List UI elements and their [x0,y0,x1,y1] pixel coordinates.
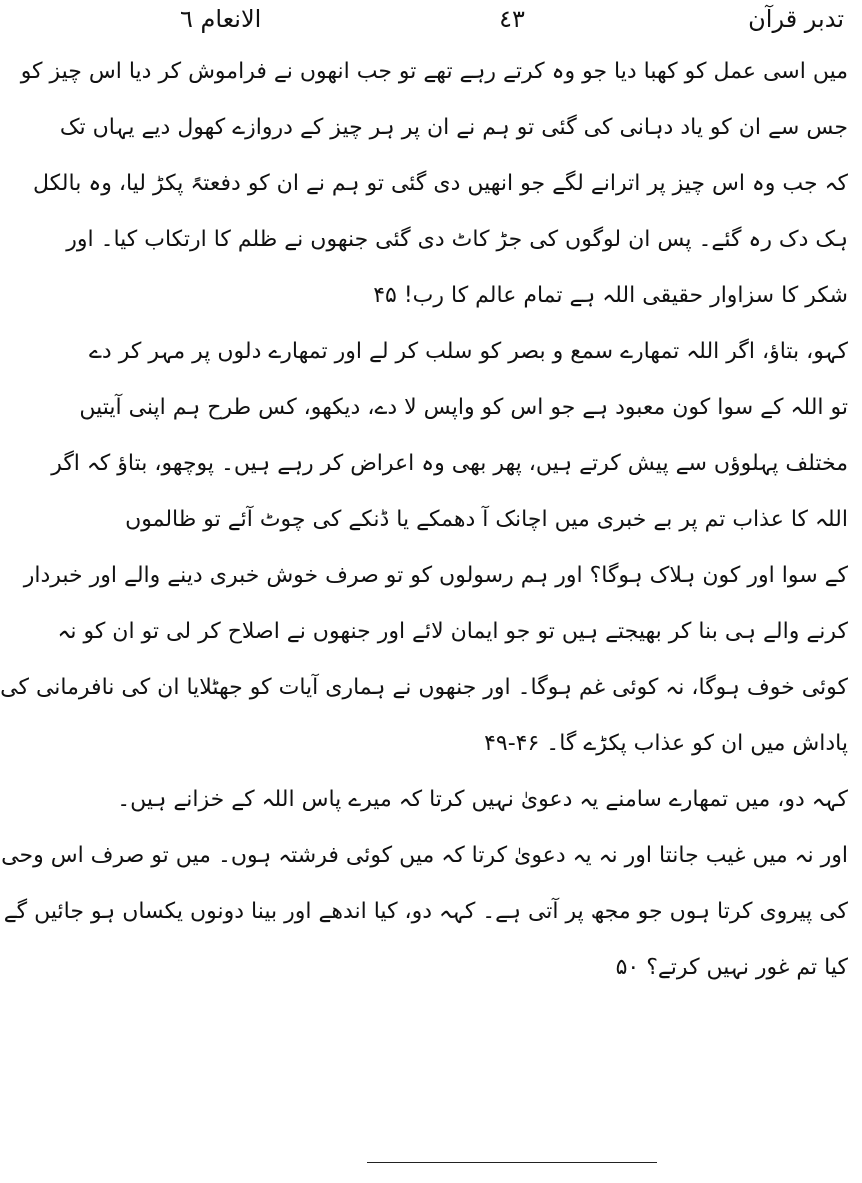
text-line: کوئی خوف ہوگا، نہ کوئی غم ہوگا۔ اور جنھوں نے ہماری آیات کو جھٹلایا ان کی نافرمانی کی [0,675,848,700]
text-line: تو اللہ کے سوا کون معبود ہے جو اس کو واپس لا دے، دیکھو، کس طرح ہم اپنی آیتیں [79,395,848,420]
book-title: تدبر قرآن [748,5,844,33]
text-line: کیا تم غور نہیں کرتے؟ ۵۰ [615,955,848,980]
chapter-name: الانعام ٦ [180,5,262,33]
page-number: ٤٣ [499,5,525,33]
text-body [0,44,848,996]
paragraph-1 [20,44,848,324]
footer-rule [367,1162,657,1163]
text-line: کہ جب وہ اس چیز پر اترانے لگے جو انھیں دی گئی تو ہم نے ان کو دفعتہً پکڑ لیا، وہ بالکل [33,171,848,196]
text-line: اور نہ میں غیب جانتا اور نہ یہ دعویٰ کرتا کہ میں کوئی فرشتہ ہوں۔ میں تو صرف اس وحی [1,843,848,868]
text-line: کے سوا اور کون ہلاک ہوگا؟ اور ہم رسولوں کو تو صرف خوش خبری دینے والے اور خبردار [23,563,848,588]
paragraph-2 [0,324,848,772]
paragraph-3 [1,772,848,996]
text-line: کی پیروی کرتا ہوں جو مجھ پر آتی ہے۔ کہہ دو، کیا اندھے اور بینا دونوں یکساں ہو جائیں گے [3,899,848,924]
text-line: کہو، بتاؤ، اگر اللہ تمھارے سمع و بصر کو سلب کر لے اور تمھارے دلوں پر مہر کر دے [89,339,848,364]
text-line: کہہ دو، میں تمھارے سامنے یہ دعویٰ نہیں کرتا کہ میرے پاس اللہ کے خزانے ہیں۔ [117,787,848,812]
text-line: مختلف پہلوؤں سے پیش کرتے ہیں، پھر بھی وہ اعراض کر رہے ہیں۔ پوچھو، بتاؤ کہ اگر [51,451,848,476]
text-line: ہک دک رہ گئے۔ پس ان لوگوں کی جڑ کاٹ دی گئی جنھوں نے ظلم کا ارتکاب کیا۔ اور [66,227,848,252]
page-header [162,2,862,46]
text-line: شکر کا سزاوار حقیقی اللہ ہے تمام عالم کا رب! ۴۵ [373,283,848,308]
text-line: میں اسی عمل کو کھبا دیا جو وہ کرتے رہے تھے تو جب انھوں نے فراموش کر دیا اس چیز کو [20,59,848,84]
text-line: پاداش میں ان کو عذاب پکڑے گا۔ ۴۶-۴۹ [484,731,848,756]
text-line: اللہ کا عذاب تم پر بے خبری میں اچانک آ دھمکے یا ڈنکے کی چوٹ آئے تو ظالموں [125,507,848,532]
text-line: جس سے ان کو یاد دہانی کی گئی تو ہم نے ان پر ہر چیز کے دروازے کھول دیے یہاں تک [59,115,848,140]
text-line: کرنے والے ہی بنا کر بھیجتے ہیں تو جو ایمان لائے اور جنھوں نے اصلاح کر لی تو ان کو نہ [57,619,848,644]
